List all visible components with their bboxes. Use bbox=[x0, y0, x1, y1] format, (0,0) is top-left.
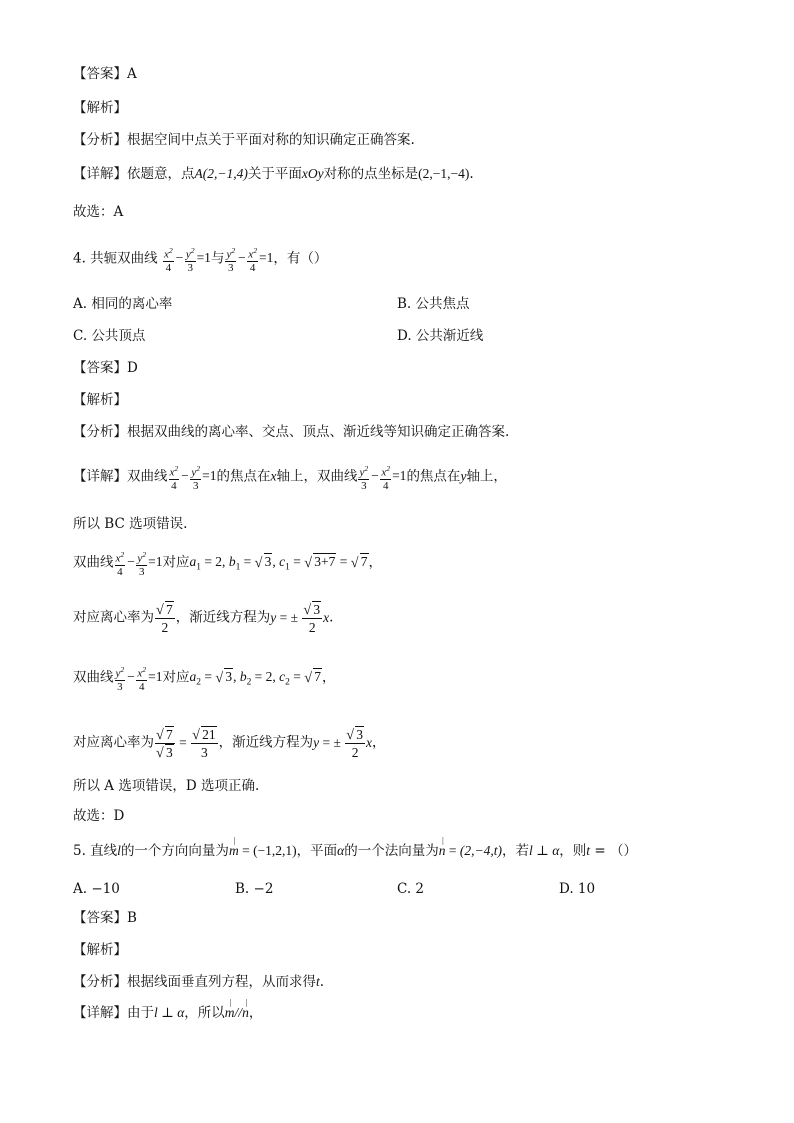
q5-answer: 【答案】B bbox=[73, 910, 137, 926]
q4-option-c: C. 公共顶点 bbox=[73, 328, 146, 344]
q4-hyperbola1: 双曲线 $\frac{x^2}{4}$ − $\frac{y^2}{3}$ =1对应$a_1 = 2$, $b_1$ = √ 3, $c_1$ = √ 3+7 = √ 7， bbox=[73, 550, 382, 578]
q5-stem: 5. 直线l的一个方向向量为m | = (−1,2,1)，平面α的一个法向量为n | = (2,−4,t)，若l ⊥ α，则t = （） bbox=[73, 836, 637, 859]
q4-fenxi: 【分析】根据双曲线的离心率、交点、顶点、渐近线等知识确定正确答案. bbox=[73, 424, 510, 440]
q4-stem: 4. 共轭双曲线 $\frac{x^2}{4}$ − $\frac{y^2}{3}$ =1与 $\frac{y^2}{3}$ − $\frac{x^2}{4}$ =1，有（） bbox=[73, 246, 328, 274]
q4-hyperbola2: 双曲线 $\frac{y^2}{3}$ − $\frac{x^2}{4}$ =1对应$a_2$ = √ 3, $b_2 = 2$, $c_2$ = √ 7， bbox=[73, 665, 336, 693]
q3-fenxi: 【分析】根据空间中点关于平面对称的知识确定正确答案. bbox=[73, 132, 415, 148]
q5-option-a: A. −10 bbox=[73, 881, 120, 897]
q3-choice: 故选：A bbox=[73, 204, 124, 220]
q4-ecc2: 对应离心率为 √ 7 √ 3 = √ 21 3 ，渐近线方程为y = ± √ 3 2 x， bbox=[73, 727, 386, 761]
q5-option-c: C. 2 bbox=[397, 881, 425, 897]
q3-answer: 【答案】A bbox=[73, 66, 137, 82]
q4-ecc1: 对应离心率为 √ 7 2 ，渐近线方程为y = ± √ 3 2 x. bbox=[73, 602, 334, 635]
q5-analysis-heading: 【解析】 bbox=[73, 942, 127, 958]
q4-option-d: D. 公共渐近线 bbox=[397, 328, 484, 344]
q3-analysis-heading: 【解析】 bbox=[73, 100, 127, 116]
q4-option-a: A. 相同的离心率 bbox=[73, 296, 173, 312]
q4-detail: 【详解】双曲线 $\frac{x^2}{4}$ − $\frac{y^2}{3}$ =1的焦点在x轴上，双曲线 $\frac{y^2}{3}$ − $\frac{x^2}{4}$ =1的焦点在y轴上， bbox=[73, 464, 507, 492]
q4-conclusion: 所以 A 选项错误，D 选项正确. bbox=[73, 778, 260, 794]
q5-detail: 【详解】由于l ⊥ α，所以m | //n | ， bbox=[73, 998, 263, 1021]
q5-option-b: B. −2 bbox=[235, 881, 274, 897]
q3-detail: 【详解】依题意，点A(2,−1,4)关于平面xOy对称的点坐标是(2,−1,−4). bbox=[73, 166, 474, 182]
q4-analysis-heading: 【解析】 bbox=[73, 392, 127, 408]
q5-option-d: D. 10 bbox=[559, 881, 596, 897]
q4-answer: 【答案】D bbox=[73, 360, 138, 376]
q4-choice: 故选：D bbox=[73, 808, 125, 824]
q4-bc-wrong: 所以 BC 选项错误. bbox=[73, 516, 188, 532]
q5-fenxi: 【分析】根据线面垂直列方程，从而求得t. bbox=[73, 974, 325, 990]
q4-option-b: B. 公共焦点 bbox=[397, 296, 470, 312]
